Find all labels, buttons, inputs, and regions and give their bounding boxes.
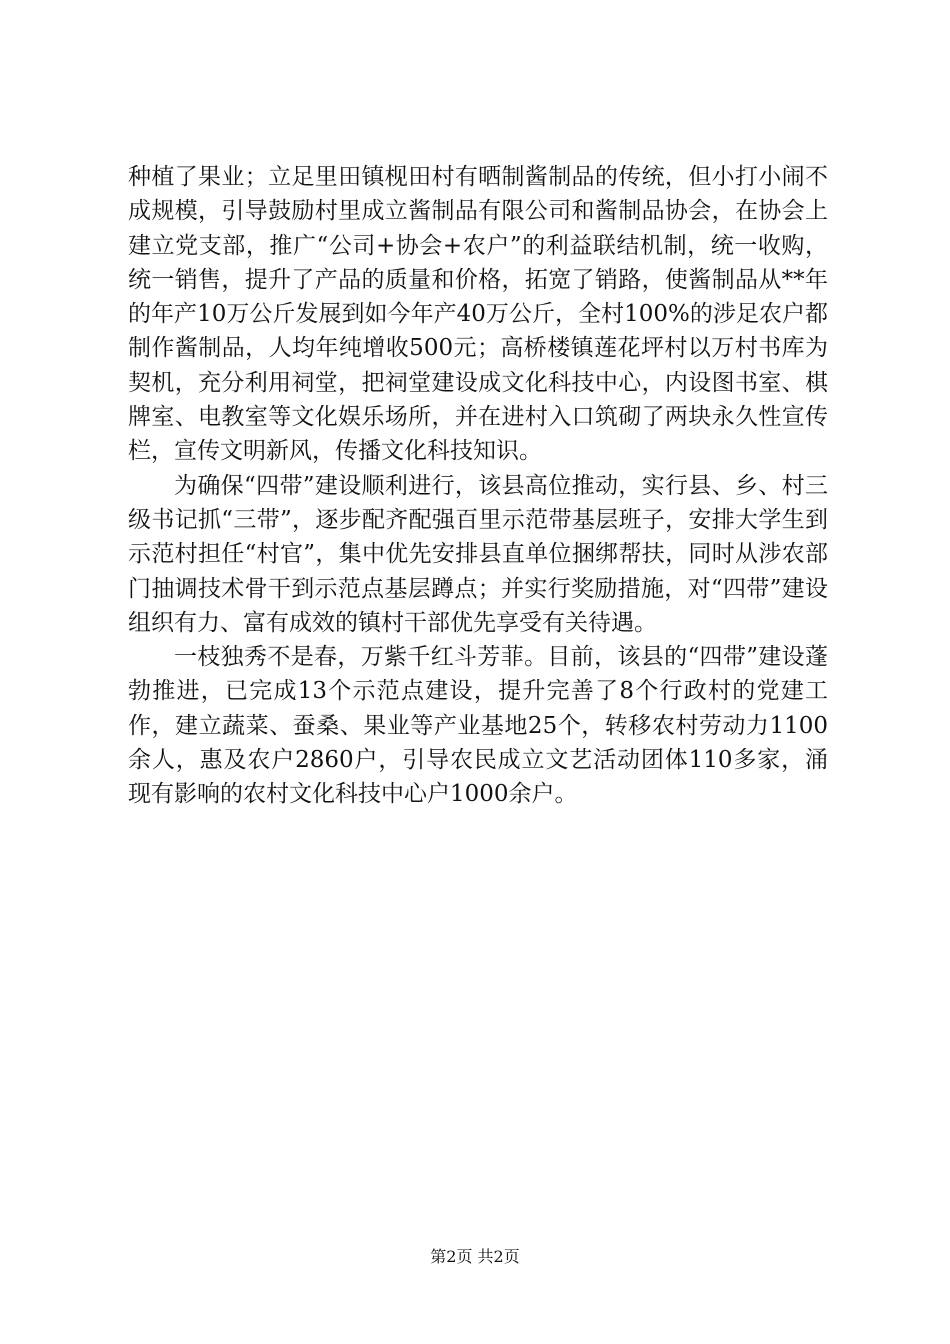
paragraph-implementation: 为确保“四带”建设顺利进行，该县高位推动，实行县、乡、村三级书记抓“三带”，逐步配齐配强百里示范带基层班子，安排大学生到示范村担任“村官”，集中优先安排县直单位捆绑帮扶，同时从涉农部门抽调技术骨干到示范点基层蹲点；并实行奖励措施，对“四带”建设组织有力、富有成效的镇村干部优先享受有关待遇。 bbox=[128, 472, 828, 636]
paragraph-results: 一枝独秀不是春，万紫千红斗芳菲。目前，该县的“四带”建设蓬勃推进，已完成13个示范点建设，提升完善了8个行政村的党建工作，建立蔬菜、蚕桑、果业等产业基地25个，转移农村劳动力1100余人，惠及农户2860户，引导农民成立文艺活动团体110多家，涌现有影响的农村文化科技中心户1000余户。 bbox=[128, 644, 828, 808]
paragraph-continuation: 种植了果业；立足里田镇枧田村有晒制酱制品的传统，但小打小闹不成规模，引导鼓励村里成立酱制品有限公司和酱制品协会，在协会上建立党支部，推广“公司+协会+农户”的利益联结机制，统一收购，统一销售，提升了产品的质量和价格，拓宽了销路，使酱制品从**年的年产10万公斤发展到如今年产40万公斤，全村100%的涉足农户都制作酱制品，人均年纯增收500元；高桥楼镇莲花坪村以万村书库为契机，充分利用祠堂，把祠堂建设成文化科技中心，内设图书室、棋牌室、电教室等文化娱乐场所，并在进村入口筑砌了两块永久性宣传栏，宣传文明新风，传播文化科技知识。 bbox=[128, 164, 828, 465]
document-body bbox=[128, 160, 828, 812]
page-footer: 第2页 共2页 bbox=[430, 1247, 520, 1266]
